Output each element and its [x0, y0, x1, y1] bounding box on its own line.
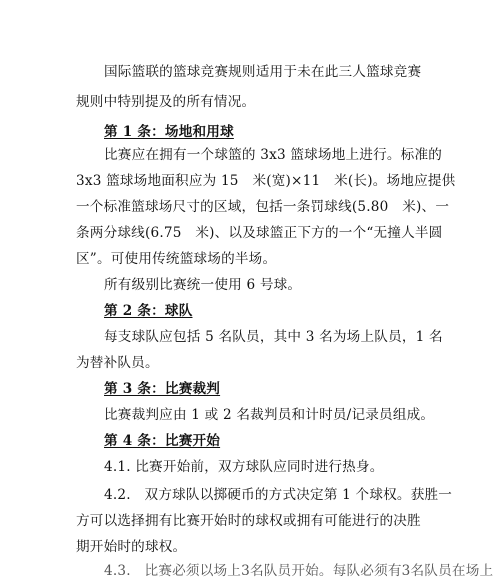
article-1-line-3: 一个标准篮球场尺寸的区域，包括一条罚球线(5.80 米)、一 [76, 199, 450, 215]
article-2-heading: 第 2 条：球队 [104, 303, 193, 319]
article-4-clause-1: 4.1. 比赛开始前，双方球队应同时进行热身。 [104, 459, 384, 475]
article-1-line-5: 区”。可使用传统篮球场的半场。 [76, 251, 277, 267]
article-1-line-2: 3x3 篮球场地面积应为 15 米(宽)×11 米(长)。场地应提供 [76, 173, 456, 189]
article-3-heading: 第 3 条：比赛裁判 [104, 381, 221, 397]
article-1-ball-line: 所有级别比赛统一使用 6 号球。 [104, 277, 302, 293]
article-2-line-1: 每支球队应包括 5 名队员，其中 3 名为场上队员，1 名 [104, 329, 443, 345]
article-3-line-1: 比赛裁判应由 1 或 2 名裁判员和计时员/记录员组成。 [104, 407, 435, 423]
article-2-line-2: 为替补队员。 [76, 355, 159, 371]
article-4-clause-2-line-1: 4.2. 双方球队以掷硬币的方式决定第 1 个球权。获胜一 [104, 487, 453, 503]
article-1-line-1: 比赛应在拥有一个球篮的 3x3 篮球场地上进行。标准的 [104, 147, 443, 163]
intro-line-1: 国际篮联的篮球竞赛规则适用于未在此三人篮球竞赛 [104, 64, 422, 80]
article-1-line-4: 条两分球线(6.75 米)、以及球篮正下方的一个“无撞人半圆 [76, 225, 443, 241]
article-4-heading: 第 4 条：比赛开始 [104, 433, 221, 449]
article-4-clause-2-line-2: 方可以选择拥有比赛开始时的球权或拥有可能进行的决胜 [76, 513, 421, 529]
intro-line-2: 规则中特别提及的所有情况。 [76, 94, 256, 110]
article-1-heading: 第 1 条：场地和用球 [104, 124, 234, 140]
article-4-clause-3-partial: 4.3. 比赛必须以场上3名队员开始。每队必须有3名队员在场上 [104, 563, 494, 579]
article-4-clause-2-line-3: 期开始时的球权。 [76, 539, 187, 555]
